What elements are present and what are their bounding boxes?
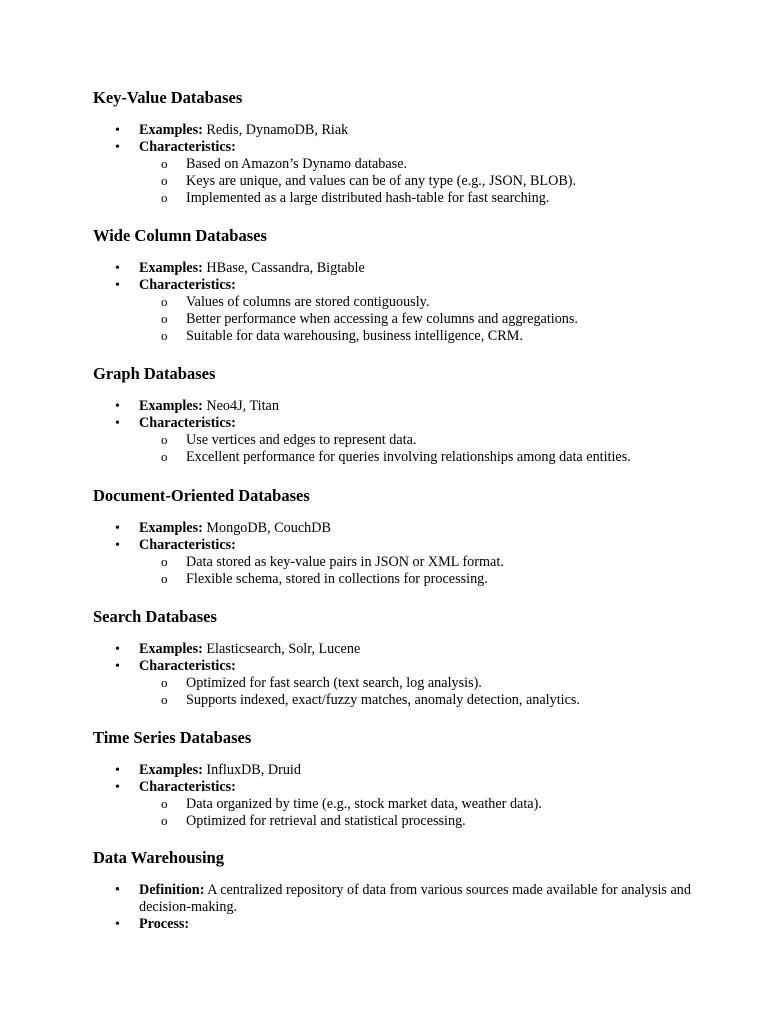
examples-text: HBase, Cassandra, Bigtable — [206, 260, 365, 276]
examples-item — [93, 122, 733, 139]
definition-text: A centralized repository of data from various sources made available for analysis and decision-making. — [139, 882, 691, 915]
characteristic-item — [93, 156, 733, 173]
examples-text: Redis, DynamoDB, Riak — [206, 122, 349, 138]
examples-text: Neo4J, Titan — [206, 398, 279, 414]
characteristic-item — [93, 554, 733, 571]
sub-bullet-marker: o — [161, 692, 168, 707]
characteristic-text: Flexible schema, stored in collections for processing. — [186, 571, 488, 587]
item-list — [93, 520, 733, 588]
examples-text: MongoDB, CouchDB — [206, 520, 331, 536]
characteristic-item — [93, 294, 733, 311]
characteristic-item — [93, 311, 733, 328]
characteristics-item — [93, 139, 733, 156]
item-list — [93, 122, 733, 207]
section-title: Data Warehousing — [93, 848, 224, 867]
bullet-marker: • — [115, 659, 120, 674]
examples-label: Examples: — [139, 398, 203, 414]
examples-label: Examples: — [139, 641, 203, 657]
examples-text: InfluxDB, Druid — [206, 762, 301, 778]
examples-item — [93, 520, 733, 537]
section-graph — [93, 364, 733, 466]
item-list — [93, 762, 733, 830]
bullet-marker: • — [115, 123, 120, 138]
bullet-marker: • — [115, 917, 120, 932]
sub-bullet-marker: o — [161, 432, 168, 447]
examples-label: Examples: — [139, 520, 203, 536]
characteristic-text: Based on Amazon’s Dynamo database. — [186, 156, 408, 172]
characteristic-text: Values of columns are stored contiguously. — [186, 294, 430, 310]
characteristic-item — [93, 675, 733, 692]
sub-bullet-marker: o — [161, 311, 168, 326]
bullet-marker: • — [115, 416, 120, 431]
characteristics-label: Characteristics: — [139, 779, 236, 795]
bullet-marker: • — [115, 521, 120, 536]
definition-label: Definition: — [139, 882, 205, 898]
characteristics-item — [93, 779, 733, 796]
section-title: Wide Column Databases — [93, 226, 267, 245]
bullet-marker: • — [115, 780, 120, 795]
examples-label: Examples: — [139, 762, 203, 778]
sub-bullet-marker: o — [161, 449, 168, 464]
sub-bullet-marker: o — [161, 571, 168, 586]
characteristic-text: Suitable for data warehousing, business intelligence, CRM. — [186, 328, 523, 344]
item-list — [93, 641, 733, 709]
section-title: Search Databases — [93, 607, 217, 626]
sub-bullet-marker: o — [161, 813, 168, 828]
characteristic-item — [93, 190, 733, 207]
sub-bullet-marker: o — [161, 328, 168, 343]
characteristic-text: Implemented as a large distributed hash-table for fast searching. — [186, 190, 550, 206]
sub-bullet-marker: o — [161, 675, 168, 690]
bullet-marker: • — [115, 642, 120, 657]
section-search — [93, 607, 733, 709]
sub-bullet-marker: o — [161, 796, 168, 811]
characteristic-item — [93, 692, 733, 709]
characteristic-text: Use vertices and edges to represent data. — [186, 432, 417, 448]
sub-bullet-marker: o — [161, 190, 168, 205]
examples-item — [93, 260, 733, 277]
characteristic-item — [93, 328, 733, 345]
characteristic-text: Optimized for fast search (text search, log analysis). — [186, 675, 482, 691]
bullet-marker: • — [115, 140, 120, 155]
characteristic-item — [93, 571, 733, 588]
examples-label: Examples: — [139, 122, 203, 138]
characteristics-item — [93, 537, 733, 554]
characteristics-item — [93, 415, 733, 432]
sub-bullet-marker: o — [161, 173, 168, 188]
characteristics-label: Characteristics: — [139, 658, 236, 674]
characteristics-item — [93, 658, 733, 675]
process-label: Process: — [139, 916, 190, 932]
bullet-marker: • — [115, 763, 120, 778]
sub-bullet-marker: o — [161, 554, 168, 569]
characteristic-item — [93, 449, 733, 466]
bullet-marker: • — [115, 399, 120, 414]
examples-label: Examples: — [139, 260, 203, 276]
characteristic-item — [93, 173, 733, 190]
characteristic-item — [93, 813, 733, 830]
characteristics-label: Characteristics: — [139, 277, 236, 293]
characteristic-text: Excellent performance for queries involving relationships among data entities. — [186, 449, 631, 465]
sub-bullet-marker: o — [161, 294, 168, 309]
characteristic-text: Data organized by time (e.g., stock market data, weather data). — [186, 796, 542, 812]
characteristics-label: Characteristics: — [139, 537, 236, 553]
item-list — [93, 882, 733, 933]
bullet-marker: • — [115, 882, 120, 898]
item-list — [93, 398, 733, 466]
sub-bullet-marker: o — [161, 156, 168, 171]
section-document-oriented — [93, 486, 733, 588]
bullet-marker: • — [115, 278, 120, 293]
definition-item — [93, 882, 699, 916]
bullet-marker: • — [115, 538, 120, 553]
examples-text: Elasticsearch, Solr, Lucene — [206, 641, 361, 657]
section-key-value — [93, 88, 733, 207]
section-title: Key-Value Databases — [93, 88, 243, 107]
characteristic-text: Optimized for retrieval and statistical processing. — [186, 813, 466, 829]
examples-item — [93, 641, 733, 658]
characteristic-text: Better performance when accessing a few columns and aggregations. — [186, 311, 578, 327]
section-data-warehousing — [93, 848, 733, 933]
characteristic-text: Supports indexed, exact/fuzzy matches, anomaly detection, analytics. — [186, 692, 580, 708]
section-title: Time Series Databases — [93, 728, 252, 747]
characteristics-item — [93, 277, 733, 294]
section-time-series — [93, 728, 733, 830]
characteristic-item — [93, 796, 733, 813]
section-title: Graph Databases — [93, 364, 216, 383]
bullet-marker: • — [115, 261, 120, 276]
characteristic-item — [93, 432, 733, 449]
characteristics-label: Characteristics: — [139, 415, 236, 431]
examples-item — [93, 398, 733, 415]
item-list — [93, 260, 733, 345]
characteristic-text: Keys are unique, and values can be of any type (e.g., JSON, BLOB). — [186, 173, 577, 189]
section-title: Document-Oriented Databases — [93, 486, 310, 505]
process-item — [93, 916, 733, 933]
characteristic-text: Data stored as key-value pairs in JSON or XML format. — [186, 554, 504, 570]
section-wide-column — [93, 226, 733, 345]
characteristics-label: Characteristics: — [139, 139, 236, 155]
examples-item — [93, 762, 733, 779]
